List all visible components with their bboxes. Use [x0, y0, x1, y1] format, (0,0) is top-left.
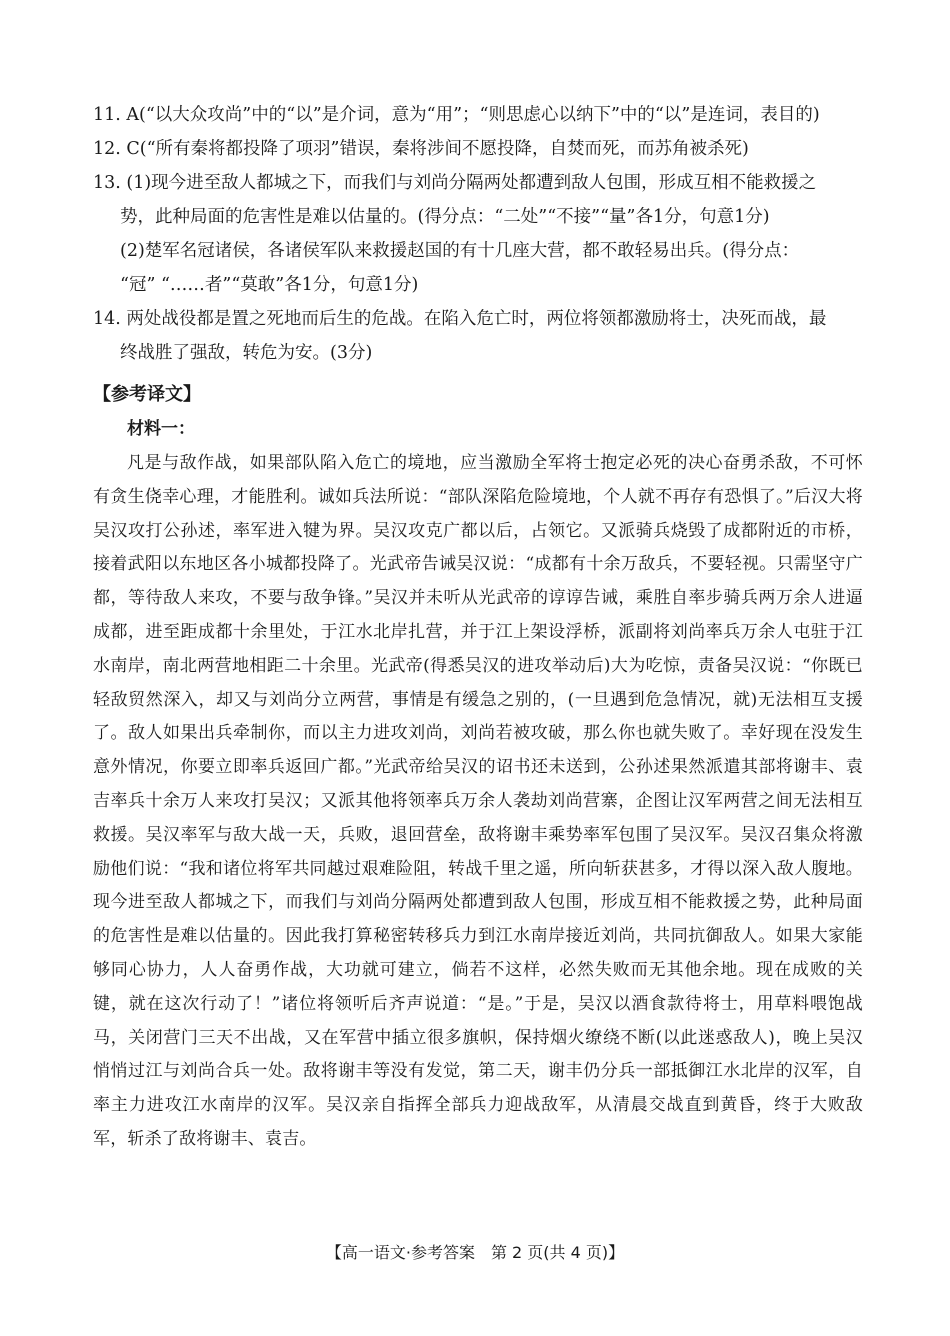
answer-13-2-line2: “冠” “……者”“莫敢”各1分，句意1分) [120, 275, 419, 295]
answer-12 [93, 132, 863, 166]
page-footer: 【高一语文·参考答案 第 2 页(共 4 页)】 [325, 1243, 625, 1262]
answer-14-line1: 14. 两处战役都是置之死地而后生的危战。在陷入危亡时，两位将领都激励将士，决死而战，最 [93, 309, 827, 329]
translation-paragraph: 凡是与敌作战，如果部队陷入危亡的境地，应当激励全军将士抱定必死的决心奋勇杀敌，不可怀有贪生侥幸心理，才能胜利。诚如兵法所说：“部队深陷危险境地，个人就不再存有恐惧了。”后汉大将吴汉攻打公孙述，率军进入犍为界。吴汉攻克广都以后，占领它。又派骑兵烧毁了成都附近的市桥，接着武阳以东地区各小城都投降了。光武帝告诫吴汉说：“成都有十余万敌兵，不要轻视。只需坚守广都，等待敌人来攻，不要与敌争锋。”吴汉并未听从光武帝的谆谆告诫，乘胜自率步骑兵两万余人进逼成都，进至距成都十余里处，于江水北岸扎营，并于江上架设浮桥，派副将刘尚率兵万余人屯驻于江水南岸，南北两营地相距二十余里。光武帝(得悉吴汉的进攻举动后)大为吃惊，责备吴汉说：“你既已轻敌贸然深入，却又与刘尚分立两营，事情是有缓急之别的，(一旦遇到危急情况，就)无法相互支援了。敌人如果出兵牵制你，而以主力进攻刘尚，刘尚若被攻破，那么你也就失败了。幸好现在没发生意外情况，你要立即率兵返回广都。”光武帝给吴汉的诏书还未送到，公孙述果然派遣其部将谢丰、袁吉率兵十余万人来攻打吴汉；又派其他将领率兵万余人袭劫刘尚营寨，企图让汉军两营之间无法相互救援。吴汉率军与敌大战一天，兵败，退回营垒，敌将谢丰乘势率军包围了吴汉军。吴汉召集众将激励他们说：“我和诸位将军共同越过艰难险阻，转战千里之遥，所向斩获甚多，才得以深入敌人腹地。现今进至敌人都城之下，而我们与刘尚分隔两处都遭到敌人包围，形成互相不能救援之势，此种局面的危害性是难以估量的。因此我打算秘密转移兵力到江水南岸接近刘尚，共同抗御敌人。如果大家能够同心协力，人人奋勇作战，大功就可建立，倘若不这样，必然失败而无其他余地。现在成败的关键，就在这次行动了！”诸位将领听后齐声说道：“是。”于是，吴汉以酒食款待将士，用草料喂饱战马，关闭营门三天不出战，又在军营中插立很多旗帜，保持烟火缭绕不断(以此迷惑敌人)，晚上吴汉悄悄过江与刘尚合兵一处。敌将谢丰等没有发觉，第二天，谢丰仍分兵一部抵御江水北岸的汉军，自率主力进攻江水南岸的汉军。吴汉亲自指挥全部兵力迎战敌军，从清晨交战直到黄昏，终于大败敌军，斩杀了敌将谢丰、袁吉。 [93, 453, 863, 1149]
answer-11-text: 11. A(“以大众攻尚”中的“以”是介词，意为“用”；“则思虑心以纳下”中的“以”是连词，表目的) [93, 105, 820, 125]
answer-14 [93, 302, 863, 370]
translation-text [93, 447, 863, 1157]
answer-13-2 [93, 234, 863, 302]
answer-12-text: 12. C(“所有秦将都投降了项羽”错误，秦将涉间不愿投降，自焚而死，而苏角被杀死) [93, 139, 749, 159]
answer-13-2-line1: (2)楚军名冠诸侯，各诸侯军队来救援赵国的有十几座大营，都不敢轻易出兵。(得分点： [120, 241, 800, 261]
answers-section [93, 98, 863, 370]
answer-13-1-line1: 13. (1)现今进至敌人都城之下，而我们与刘尚分隔两处都遭到敌人包围，形成互相不能救援之 [93, 173, 817, 193]
answer-11 [93, 98, 863, 132]
section-heading: 【参考译文】 [93, 384, 201, 405]
answer-14-line2: 终战胜了强敌，转危为安。(3分) [120, 343, 373, 363]
material-label: 材料一： [127, 419, 195, 439]
answer-13-1 [93, 166, 863, 234]
answer-13-1-line2: 势，此种局面的危害性是难以估量的。(得分点：“二处”“不接”“量”各1分，句意1分) [120, 207, 770, 227]
